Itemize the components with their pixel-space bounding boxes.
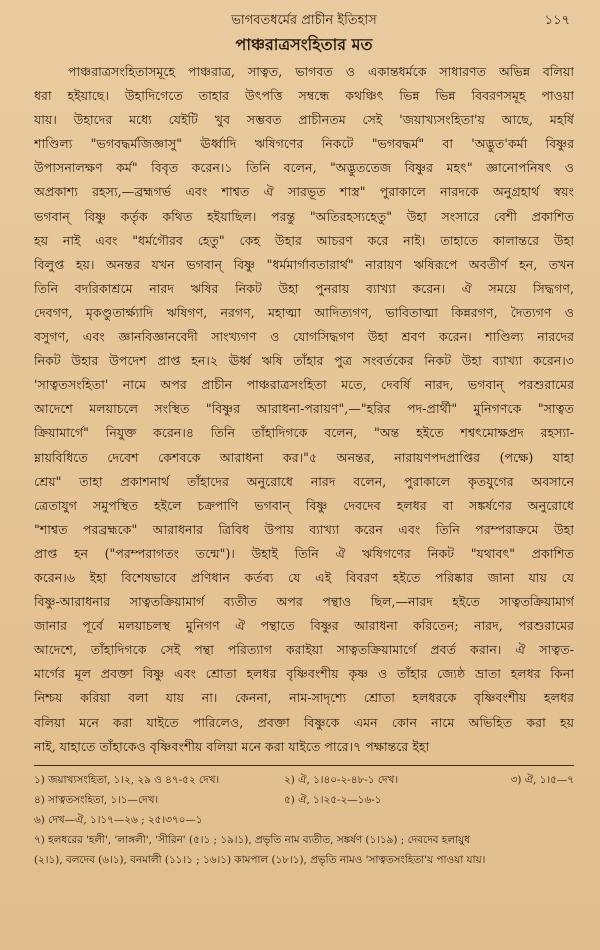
body-line: প্রাপ্ত হন ("পরম্পরাগতং তন্মে")। উহাই তিনি ঐ ঋষিগণের নিকট "যথাবৎ" প্রকাশিত xyxy=(34,545,574,561)
body-line: অপ্রকাশ্য রহস্য,—ব্রহ্মগর্ভ এবং শাশ্বত ঐ সারভূত শাস্ত্র" পুরাকালে নারদকে অনুগ্রহার্থ স্বয়ং xyxy=(34,184,574,200)
body-line: নিশ্চয় করিয়া বলা যায় না। কেননা, নাম-সাদৃশ্যে শ্রোতা হলধরকে বৃষ্ণিবংশীয় হলধর xyxy=(34,690,574,706)
body-line: জানার পূর্বে মলয়াচলস্থ মুনিগণ ঐ পন্থাতে বিষ্ণুর আরাধনা করিতেন; নারদ, পরশুরামের xyxy=(34,618,574,634)
body-line: ধরা হইয়াছে। উহাদিগেতে তাহার উৎপত্তি সম্বন্ধে কথঞ্চিৎ ভিন্ন ভিন্ন বিবরণসমূহ পাওয়া xyxy=(34,88,574,104)
body-line: ত্রেতাযুগ সমুপস্থিত হইলে চক্রপাণি ভগবান্ বিষ্ণু দেবদেব হলধর বা সঙ্কর্ষণের অনুরোধে xyxy=(34,497,574,513)
body-line: নিকট উহার উপদেশ প্রাপ্ত হন।২ ঊর্ধ্ব ঋষি তাঁহার পুত্র সংবর্তকের নিকট উহা ব্যাখ্যা করেন।৩ xyxy=(34,353,574,369)
body-paragraph xyxy=(34,60,574,759)
body-line: বিলুপ্ত হয়। অনন্তর যখন ভগবান্ বিষ্ণু "ধর্মমার্গাবতারার্থ" নারায়ণ ঋষিরূপে অবতীর্ণ হন, তখন xyxy=(34,256,574,272)
body-line: তিনি বদরিকাশ্রমে নারদ ঋষির নিকট উহা পুনরায় ব্যাখ্যা করেন। ঐ সময়ে সিদ্ধগণ, xyxy=(34,280,574,296)
footnote-divider xyxy=(34,765,574,766)
footnote-7-continued: (২।১), বলদেব (৬।১), বনমালী (১১।১ ; ১৬।১) কামপাল (১৮।১), প্রভৃতি নামও 'সাত্বতসংহিতা'য় পাওয়া যায়। xyxy=(34,853,486,866)
section-title: পাঞ্চরাত্রসংহিতার মত xyxy=(235,35,373,54)
footnotes xyxy=(34,770,574,870)
body-line: বলিয়া মনে করা যাইতে পারিলেও, প্রবক্তা বিষ্ণুকে এমন কোন নামে অভিহিত করা হয় xyxy=(34,714,574,730)
footnote-6: ৬) দেখ—ঐ, ১।১৭—২৬ ; ২৫।৩৭০—১ xyxy=(34,813,203,826)
body-line: ক্রিয়ামার্গে" নিযুক্ত করেন।৪ তিনি তাঁহাদিগকে বলেন, "অন্ত হইতে শশ্বৎমোক্ষপ্রদ রহস্যা- xyxy=(34,425,574,441)
footnote-empty xyxy=(484,790,574,810)
page-number: ১১৭ xyxy=(544,13,570,28)
running-header xyxy=(34,10,574,32)
footnote-3: ৩) ঐ, ১।৫—৭ xyxy=(510,773,574,786)
footnote-7: ৭) হলধরের 'হলী', 'লাঙ্গলী', 'সীরিন' (৫।১ ; ১৯।১), প্রভৃতি নাম ব্যতীত, সঙ্কর্ষণ (১।১৯) ; দেবদেব হলায়ুধ xyxy=(34,833,470,846)
footnote-4: ৪) সাত্বতসংহিতা, ১।১—দেখ। xyxy=(34,793,159,806)
body-line: "শাশ্বত পরব্রহ্মকে" আরাধনার ত্রিবিধ উপায় ব্যাখ্যা করেন এবং তিনি পরম্পরাক্রমে উহা xyxy=(34,521,574,537)
body-line: বসুগণ, এবং জ্ঞানবিজ্ঞানবেদী সাংখ্যগণ ও যোগসিদ্ধগণ উহা শ্রবণ করেন। শাণ্ডিল্য নারদের xyxy=(34,329,574,345)
body-line: ভগবান্ বিষ্ণু কর্তৃক কথিত হইয়াছিল। পরন্তু "অতিরহস্যহেতু" উহা সংসারে বেশী প্রকাশিত xyxy=(34,208,574,224)
footnote-row xyxy=(34,790,574,810)
body-line: মার্গের মূল প্রবক্তা বিষ্ণু এবং শ্রোতা হলধর বৃষ্ণিবংশীয় কৃষ্ণ ও তাঁহার জ্যেষ্ঠ ভ্রাতা হলধর কিনা xyxy=(34,666,574,682)
body-line: 'সাত্বতসংহিতা' নামে অপর প্রাচীন পাঞ্চরাত্রসংহিতা মতে, দেবর্ষি নারদ, ভগবান্ পরশুরামের xyxy=(34,377,574,393)
footnote-row xyxy=(34,770,574,790)
body-line: শ্রেয়" তাহা প্রকাশনার্থ তাঁহাদের অনুরোধে নারদ বলেন, পুরাকালে কৃতযুগের অবসানে xyxy=(34,473,574,489)
footnote-5: ৫) ঐ, ১।২৫-২—১৬-১ xyxy=(284,793,382,806)
footnote-1: ১) জয়াখ্যসংহিতা, ১।২, ২৯ ও ৪৭-৫২ দেখ। xyxy=(34,773,220,786)
body-line: আদেশে, তাঁহাদিগকে সেই পন্থা পরিত্যাগ করাইয়া সাত্বতক্রিয়ামার্গে প্রবর্ত করান। ঐ সাত্বত- xyxy=(34,642,574,658)
body-line: নাই, যাহাতে তাঁহাকেও বৃষ্ণিবংশীয় বলিয়া মনে করা যাইতে পারে।৭ পক্ষান্তরে ইহা xyxy=(34,738,430,754)
body-line: উপাসনালক্ষণ কর্ম" বিবৃত করেন।১ তিনি বলেন, "অদ্ভুততেজ বিষ্ণুর মহৎ" জ্ঞানোপনিষৎ ও xyxy=(34,160,574,176)
body-line: বিষ্ণু-আরাধনার সাত্বতক্রিয়ামার্গ ব্যতীত অপর পন্থাও ছিল,—নারদ হইতে সাত্বতক্রিয়ামার্গ xyxy=(34,594,574,610)
body-line: আদেশে মলয়াচলে সংস্থিত "বিষ্ণুর আরাধনা-পরায়ণ",—"হরির পদ-প্রার্থী" মুনিগণকে "সাত্বত xyxy=(34,401,574,417)
body-line: দেবগণ, মৃকণ্ডুতার্ক্ষ্যাদি ঋষিগণ, নরগণ, মহাত্মা আদিত্যগণ, ভাবিতাত্মা কিন্নরগণ, দৈত্যগণ ও xyxy=(34,304,574,320)
body-line: পাঞ্চরাত্রসংহিতাসমূহে পাঞ্চরাত্র, সাত্বত, ভাগবত ও একান্তধর্মকে সাধারণত অভিন্ন বলিয়া xyxy=(68,64,574,79)
body-line: যায়। উহাদের মধ্যে যেইটি খুব সম্ভবত প্রাচীনতম সেই 'জয়াখ্যসংহিতা'য় আছে, মহর্ষি xyxy=(34,112,574,128)
body-line: শাণ্ডিল্য "ভগবদ্ধর্মজিজ্ঞাসু" ঊর্ধ্বাদি ঋষিগণের নিকটে "ভগবদ্ধর্ম" বা 'অদ্ভুত'কর্মা বিষ্ণুর xyxy=(34,136,574,152)
body-line: করেন।৬ ইহা বিশেষভাবে প্রণিধান কর্তব্য যে এই বিবরণ হইতে পরিষ্কার জানা যায় যে xyxy=(34,569,574,585)
running-title: ভাগবতধর্মের প্রাচীন ইতিহাস xyxy=(231,13,377,28)
body-line: হয় নাই এবং "ধর্মগৌরব হেতু" কেহ উহার আচরণ করে নাই। তাহাতে কালান্তরে উহা xyxy=(34,232,574,248)
body-line: ম্নায়বিধিতে দেবেশ কেশবকে আরাধনা কর।"৫ অনন্তর, নারায়ণপদপ্রাপ্তির (পক্ষে) যাহা xyxy=(34,449,574,465)
footnote-2: ২) ঐ, ১।৪০-২-৪৮-১ দেখ। xyxy=(284,773,399,786)
